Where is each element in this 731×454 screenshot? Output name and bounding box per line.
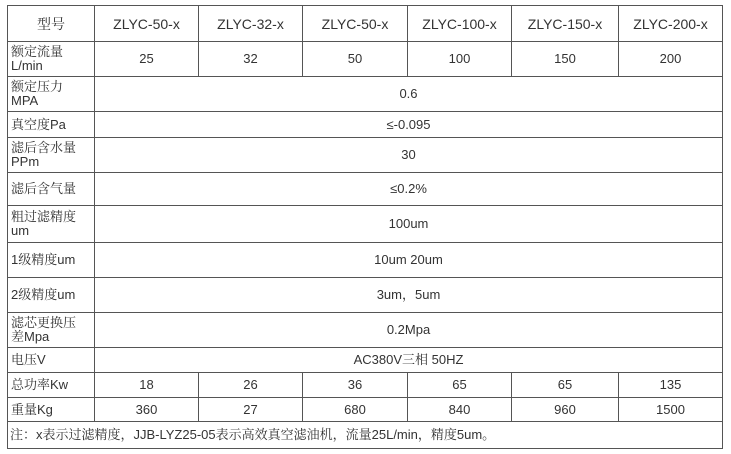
row-label-line: 滤后含水量 bbox=[11, 140, 77, 155]
table-row bbox=[8, 138, 723, 173]
value-cell: 100um bbox=[95, 206, 723, 243]
row-label bbox=[8, 112, 95, 138]
row-label-line: 重量Kg bbox=[11, 401, 53, 417]
row-label-line: 滤芯更换压 bbox=[11, 315, 77, 330]
table-row bbox=[8, 313, 723, 348]
row-label bbox=[8, 173, 95, 206]
value-cell: 200 bbox=[619, 42, 723, 77]
row-label bbox=[8, 278, 95, 313]
value-cell: 1500 bbox=[619, 398, 723, 422]
model-cell: ZLYC-100-x bbox=[408, 6, 512, 42]
row-label-line: PPm bbox=[11, 154, 40, 169]
row-label bbox=[8, 398, 95, 422]
value-cell: 32 bbox=[199, 42, 303, 77]
table-row bbox=[8, 173, 723, 206]
model-cell: ZLYC-150-x bbox=[512, 6, 619, 42]
row-label bbox=[8, 348, 95, 373]
row-label bbox=[8, 42, 95, 77]
row-label-line: um bbox=[11, 223, 30, 238]
table-row bbox=[8, 348, 723, 373]
value-cell: 18 bbox=[95, 373, 199, 398]
row-label bbox=[8, 77, 95, 112]
row-label bbox=[8, 138, 95, 173]
table-row bbox=[8, 243, 723, 278]
value-cell: 960 bbox=[512, 398, 619, 422]
value-cell: 65 bbox=[512, 373, 619, 398]
row-label-line: MPA bbox=[11, 93, 39, 108]
value-cell: 135 bbox=[619, 373, 723, 398]
footnote: 注：x表示过滤精度，JJB-LYZ25-05表示高效真空滤油机，流量25L/min，精度5um。 bbox=[8, 422, 723, 449]
row-label-line: 2级精度um bbox=[11, 287, 76, 302]
row-label-line: 差Mpa bbox=[11, 329, 50, 344]
row-label bbox=[8, 243, 95, 278]
value-cell: 840 bbox=[408, 398, 512, 422]
table-row bbox=[8, 278, 723, 313]
value-cell: 26 bbox=[199, 373, 303, 398]
table-row bbox=[8, 373, 723, 398]
value-cell: AC380V三相 50HZ bbox=[95, 348, 723, 373]
row-label-line: 粗过滤精度 bbox=[11, 209, 77, 224]
value-cell: 30 bbox=[95, 138, 723, 173]
table-row bbox=[8, 77, 723, 112]
model-header-cell: 型号 bbox=[8, 6, 95, 42]
model-cell: ZLYC-50-x bbox=[303, 6, 408, 42]
row-label-line: 额定压力 bbox=[11, 79, 64, 94]
note-row bbox=[8, 422, 723, 449]
header-row bbox=[8, 6, 723, 42]
value-cell: 100 bbox=[408, 42, 512, 77]
row-label-line: 滤后含气量 bbox=[11, 181, 77, 196]
value-cell: 65 bbox=[408, 373, 512, 398]
model-cell: ZLYC-200-x bbox=[619, 6, 723, 42]
row-label-line: 1级精度um bbox=[11, 252, 76, 267]
spec-table bbox=[7, 5, 723, 449]
value-cell: 3um，5um bbox=[95, 278, 723, 313]
value-cell: ≤-0.095 bbox=[95, 112, 723, 138]
row-label-line: 真空度Pa bbox=[11, 116, 66, 132]
model-cell: ZLYC-32-x bbox=[199, 6, 303, 42]
table-row bbox=[8, 398, 723, 422]
model-cell: ZLYC-50-x bbox=[95, 6, 199, 42]
table-row bbox=[8, 206, 723, 243]
value-cell: 150 bbox=[512, 42, 619, 77]
value-cell: 25 bbox=[95, 42, 199, 77]
value-cell: 680 bbox=[303, 398, 408, 422]
value-cell: ≤0.2% bbox=[95, 173, 723, 206]
table-row bbox=[8, 42, 723, 77]
value-cell: 27 bbox=[199, 398, 303, 422]
row-label-line: 额定流量 bbox=[11, 44, 64, 59]
row-label-line: 电压V bbox=[11, 352, 46, 367]
value-cell: 0.6 bbox=[95, 77, 723, 112]
value-cell: 50 bbox=[303, 42, 408, 77]
value-cell: 0.2Mpa bbox=[95, 313, 723, 348]
value-cell: 36 bbox=[303, 373, 408, 398]
value-cell: 360 bbox=[95, 398, 199, 422]
row-label bbox=[8, 373, 95, 398]
value-cell: 10um 20um bbox=[95, 243, 723, 278]
table-row bbox=[8, 112, 723, 138]
row-label-line: L/min bbox=[11, 58, 43, 73]
row-label-line: 总功率Kw bbox=[11, 377, 69, 392]
row-label bbox=[8, 206, 95, 243]
row-label bbox=[8, 313, 95, 348]
